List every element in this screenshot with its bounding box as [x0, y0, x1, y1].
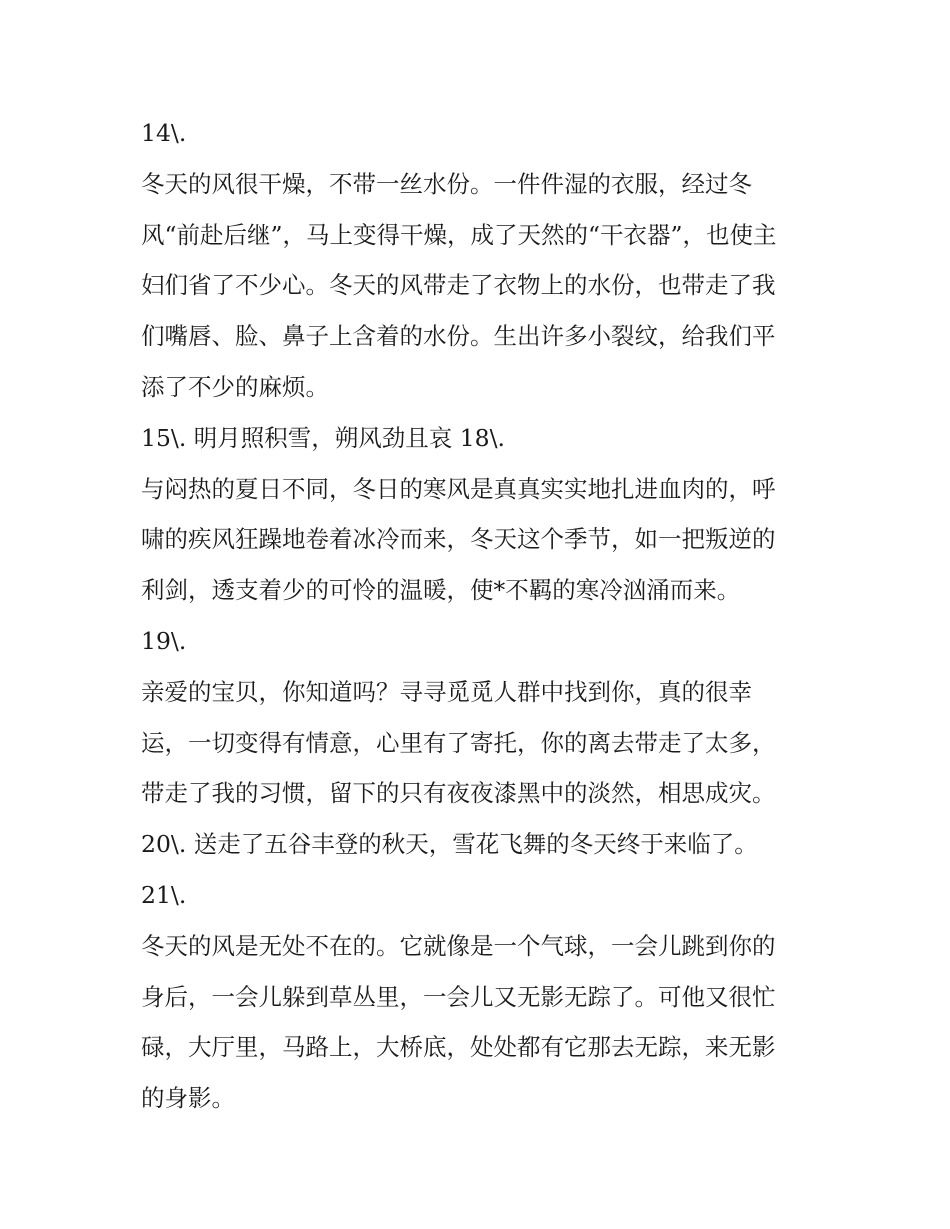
paragraph-line: 的身影。: [141, 1084, 235, 1113]
paragraph-line: 啸的疾风狂躁地卷着冰冷而来，冬天这个季节，如一把叛逆的: [141, 525, 776, 554]
paragraph-line: 碌，大厅里，马路上，大桥底，处处都有它那去无踪，来无影: [141, 1033, 776, 1062]
paragraph-line: 带走了我的习惯，留下的只有夜夜漆黑中的淡然，相思成灾。: [141, 779, 776, 808]
paragraph-line: 冬天的风是无处不在的。它就像是一个气球，一会儿跳到你的: [141, 931, 776, 960]
paragraph-line: 冬天的风很干燥，不带一丝水份。一件件湿的衣服，经过冬: [141, 169, 752, 198]
paragraph-line: 运，一切变得有情意，心里有了寄托，你的离去带走了太多，: [141, 728, 776, 757]
item-number-15-18: 15\. 明月照积雪，朔风劲且哀 18\.: [141, 423, 506, 452]
paragraph-line: 利剑，透支着少的可怜的温暖，使*不羁的寒冷汹涌而来。: [141, 576, 741, 605]
item-number-20: 20\. 送走了五谷丰登的秋天，雪花飞舞的冬天终于来临了。: [141, 830, 758, 859]
item-number-19: 19\.: [141, 626, 187, 655]
paragraph-line: 添了不少的麻烦。: [141, 372, 329, 401]
paragraph-line: 们嘴唇、脸、鼻子上含着的水份。生出许多小裂纹，给我们平: [141, 322, 776, 351]
paragraph-line: 身后，一会儿躲到草丛里，一会儿又无影无踪了。可他又很忙: [141, 982, 776, 1011]
paragraph-line: 亲爱的宝贝，你知道吗？寻寻觅觅人群中找到你，真的很幸: [141, 677, 752, 706]
paragraph-line: 妇们省了不少心。冬天的风带走了衣物上的水份，也带走了我: [141, 271, 776, 300]
paragraph-line: 与闷热的夏日不同，冬日的寒风是真真实实地扎进血肉的，呼: [141, 474, 776, 503]
item-number-21: 21\.: [141, 880, 187, 909]
item-number-14: 14\.: [141, 119, 187, 147]
document-page: [141, 108, 821, 1124]
paragraph-line: 风“前赴后继”，马上变得干燥，成了天然的“干衣器”，也使主: [141, 220, 777, 249]
